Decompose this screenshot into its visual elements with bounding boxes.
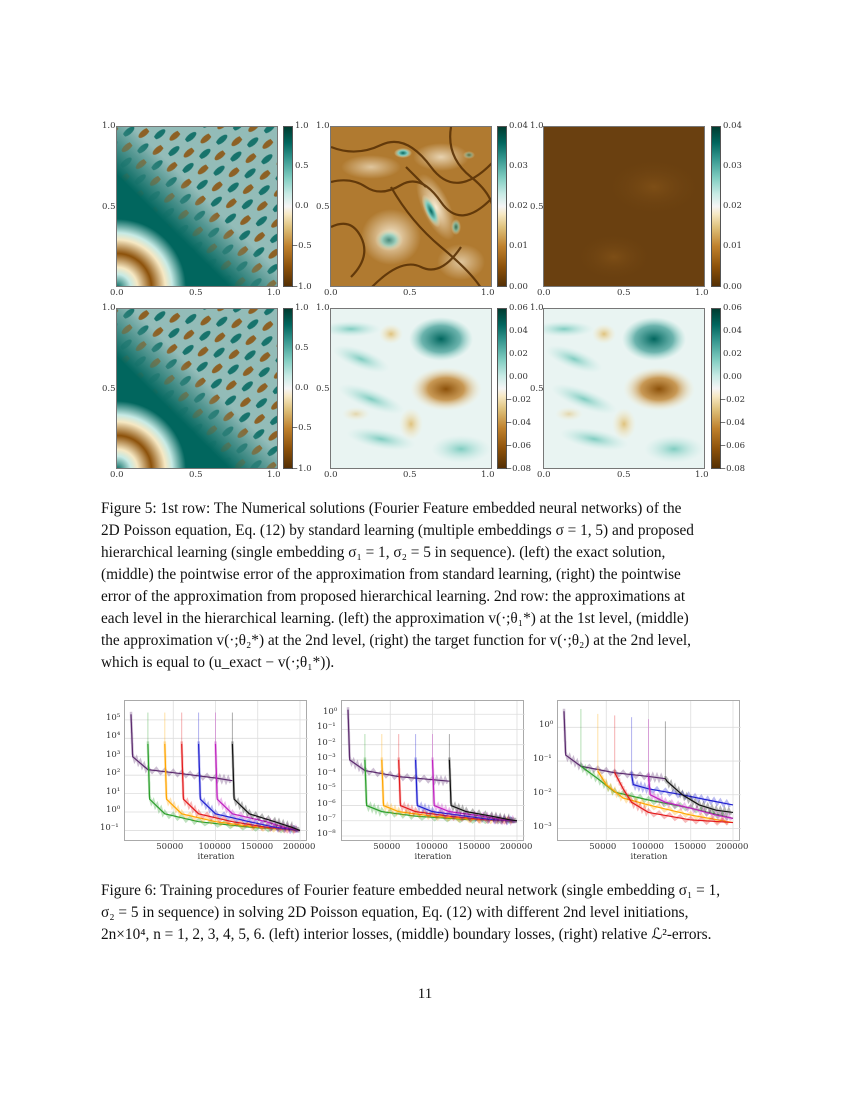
colorbar-level1 [283, 308, 293, 469]
ytick: 0.5 [102, 384, 116, 394]
ytick: 10⁰ [323, 707, 338, 718]
ytick: 10³ [106, 749, 121, 760]
xtick: 100000 [631, 842, 664, 852]
xtick: 150000 [673, 842, 707, 852]
xtick: 0.0 [324, 470, 338, 480]
xtick: 0.5 [403, 470, 417, 480]
xtick: 1.0 [481, 288, 495, 298]
ytick: 10⁻⁶ [317, 798, 336, 809]
ytick: 10⁻¹ [533, 754, 552, 765]
cbar-tick: −0.04 [505, 418, 532, 428]
cbar-tick: 0.04 [509, 121, 528, 131]
xtick: 0.5 [189, 470, 203, 480]
figure-5-caption [101, 498, 751, 674]
caption-line: the approximation v(·;θ₂*) at the 2nd level, (right) the target function for v(·;θ₂) at the 2nd level, [101, 632, 691, 649]
cbar-tick: 0.03 [509, 161, 528, 171]
ytick: 10⁻⁵ [317, 783, 336, 794]
xtick: 0.0 [537, 288, 551, 298]
page-number: 11 [417, 986, 433, 1002]
ytick: 10⁰ [106, 805, 121, 816]
ytick: 10⁻² [317, 737, 336, 748]
cbar-tick: 0.02 [509, 201, 528, 211]
xtick: 0.0 [110, 288, 124, 298]
caption-line: which is equal to (u_exact − v(·;θ₁*)). [101, 654, 335, 671]
cbar-tick: 0.02 [509, 349, 528, 359]
ytick: 0.5 [530, 384, 544, 394]
xtick: 0.0 [110, 470, 124, 480]
caption-line: error of the approximation from proposed hierarchical learning. 2nd row: the approximations at [101, 588, 686, 605]
ytick: 1.0 [530, 121, 544, 131]
cbar-tick: 0.06 [509, 303, 528, 313]
xtick: 50000 [589, 842, 617, 852]
cbar-tick: 0.01 [509, 241, 528, 251]
colorbar-exact [283, 126, 293, 287]
heatmap-level1-approx [116, 308, 278, 469]
caption-line: (middle) the pointwise error of the approximation from standard learning, (right) the pointwise [101, 566, 681, 583]
chart-boundary-losses [341, 700, 524, 841]
ytick: 1.0 [102, 303, 116, 313]
ytick: 10⁻³ [533, 821, 552, 832]
xtick: 0.0 [324, 288, 338, 298]
cbar-tick: 1.0 [295, 303, 309, 313]
ytick: 10⁻⁸ [317, 829, 336, 839]
heatmap-level2-target [543, 308, 705, 469]
cbar-tick: −0.06 [719, 441, 746, 451]
xtick: 1.0 [267, 288, 281, 298]
cbar-tick: 0.02 [723, 349, 742, 359]
xtick: 50000 [373, 842, 401, 852]
xtick: 0.5 [403, 288, 417, 298]
xtick: 150000 [457, 842, 491, 852]
ytick: 1.0 [530, 303, 544, 313]
ytick: 10⁵ [106, 712, 121, 723]
cbar-tick: 0.04 [723, 326, 742, 336]
caption-line: each level in the hierarchical learning. (left) the approximation v(·;θ₁*) at the 1st level, (middle) [101, 610, 689, 627]
xtick: 0.5 [617, 288, 631, 298]
ytick: 10⁻² [533, 787, 552, 798]
xtick: 200000 [500, 842, 533, 852]
cbar-tick: 0.02 [723, 201, 742, 211]
x-axis-label: iteration [630, 852, 668, 862]
cbar-tick: −0.5 [291, 241, 312, 251]
ytick: 10⁻¹ [317, 722, 336, 733]
ytick: 10² [106, 768, 121, 779]
cbar-tick: 0.0 [295, 383, 309, 393]
cbar-tick: 0.00 [723, 372, 742, 382]
ytick: 1.0 [316, 303, 330, 313]
chart-interior-losses [124, 700, 307, 841]
ytick: 0.5 [316, 384, 330, 394]
colorbar-standard-error [497, 126, 507, 287]
cbar-tick: −0.02 [719, 395, 746, 405]
cbar-tick: −0.06 [505, 441, 532, 451]
ytick: 10¹ [106, 786, 121, 797]
cbar-tick: 0.00 [509, 282, 528, 292]
xtick: 1.0 [695, 470, 709, 480]
cbar-tick: −1.0 [291, 282, 312, 292]
cbar-tick: 0.00 [509, 372, 528, 382]
cbar-tick: −0.02 [505, 395, 532, 405]
xtick: 200000 [283, 842, 316, 852]
cbar-tick: 1.0 [295, 121, 309, 131]
cbar-tick: 0.5 [295, 161, 309, 171]
caption-line: Figure 5: 1st row: The Numerical solutions (Fourier Feature embedded neural networks) of the [101, 500, 682, 517]
caption-line: 2n×10⁴, n = 1, 2, 3, 4, 5, 6. (left) interior losses, (middle) boundary losses, (right) relative ℒ²-errors. [101, 926, 712, 943]
cbar-tick: 0.5 [295, 343, 309, 353]
xtick: 100000 [415, 842, 448, 852]
xtick: 150000 [240, 842, 274, 852]
caption-line: Figure 6: Training procedures of Fourier feature embedded neural network (single embedding σ₁ = 1, [101, 882, 721, 899]
xtick: 1.0 [267, 470, 281, 480]
caption-line: σ₂ = 5 in sequence) in solving 2D Poisson equation, Eq. (12) with different 2nd level initiations, [101, 904, 689, 921]
ytick: 0.5 [316, 202, 330, 212]
caption-line: 2D Poisson equation, Eq. (12) by standard learning (multiple embeddings σ = 1, 5) and proposed [101, 522, 694, 539]
ytick: 1.0 [316, 121, 330, 131]
ytick: 0.5 [102, 202, 116, 212]
heatmap-level2-approx [330, 308, 492, 469]
xtick: 50000 [156, 842, 184, 852]
xtick: 1.0 [695, 288, 709, 298]
ytick: 10⁻⁷ [317, 813, 336, 824]
figure-6-caption [101, 880, 751, 946]
ytick: 10⁻³ [317, 752, 336, 763]
xtick: 100000 [198, 842, 231, 852]
xtick: 0.5 [189, 288, 203, 298]
heatmap-standard-error [330, 126, 492, 287]
xtick: 1.0 [481, 470, 495, 480]
x-axis-label: iteration [197, 852, 235, 862]
cbar-tick: 0.00 [723, 282, 742, 292]
cbar-tick: −0.08 [719, 464, 746, 474]
cbar-tick: 0.03 [723, 161, 742, 171]
chart-relative-l2-errors [557, 700, 740, 841]
cbar-tick: 0.06 [723, 303, 742, 313]
ytick: 10⁴ [106, 731, 121, 742]
heatmap-exact-solution [116, 126, 278, 287]
cbar-tick: −0.04 [719, 418, 746, 428]
caption-line: hierarchical learning (single embedding σ₁ = 1, σ₂ = 5 in sequence). (left) the exact solution, [101, 544, 666, 561]
ytick: 10⁻⁴ [317, 768, 336, 779]
x-axis-label: iteration [414, 852, 452, 862]
cbar-tick: 0.04 [723, 121, 742, 131]
ytick: 10⁻¹ [100, 823, 119, 834]
cbar-tick: −0.5 [291, 423, 312, 433]
cbar-tick: 0.01 [723, 241, 742, 251]
heatmap-hierarchical-error [543, 126, 705, 287]
xtick: 0.0 [537, 470, 551, 480]
cbar-tick: −0.08 [505, 464, 532, 474]
xtick: 0.5 [617, 470, 631, 480]
ytick: 1.0 [102, 121, 116, 131]
cbar-tick: 0.04 [509, 326, 528, 336]
xtick: 200000 [716, 842, 749, 852]
ytick: 0.5 [530, 202, 544, 212]
ytick: 10⁰ [539, 720, 554, 731]
cbar-tick: −1.0 [291, 464, 312, 474]
colorbar-hierarchical-error [711, 126, 721, 287]
cbar-tick: 0.0 [295, 201, 309, 211]
